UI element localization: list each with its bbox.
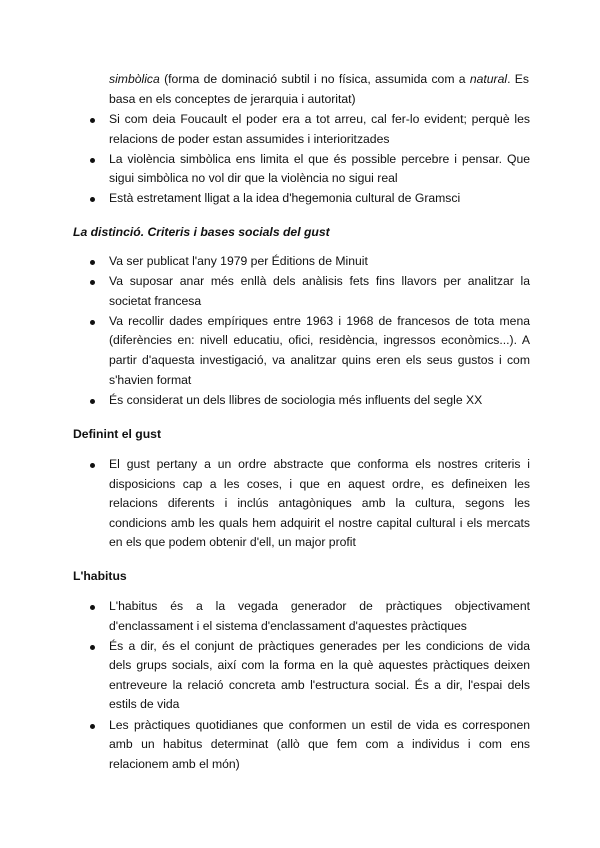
continuation-italic-start: simbòlica <box>109 72 160 86</box>
list-item <box>90 252 530 272</box>
bullet-list-2 <box>90 252 530 410</box>
section-heading-habitus: L'habitus <box>73 569 127 583</box>
continuation-text-end: . Es basa en els conceptes de jerarquia i autoritat) <box>109 72 529 106</box>
list-item-text: Va recollir dades empíriques entre 1963 i 1968 de francesos de tota mena (diferències en: nivell educatiu, ofici, residència, ingressos econòmics...). A partir d'aquesta investigació, va analitzar quins eren els seus gustos i com s'havien format <box>109 313 530 387</box>
bullet-list-3 <box>90 455 530 553</box>
list-item-text: Les pràctiques quotidianes que conformen un estil de vida es corresponen amb un habitus determinat (allò que fem com a individus i com ens relacionem amb el món) <box>109 717 530 771</box>
list-item <box>90 189 530 209</box>
continuation-italic-word: natural <box>469 72 508 86</box>
list-item <box>90 391 530 411</box>
list-item <box>90 597 530 636</box>
list-item-text: Va suposar anar més enllà dels anàlisis fets fins llavors per analitzar la societat francesa <box>109 274 530 308</box>
list-item <box>90 637 530 715</box>
bullet-icon <box>90 280 95 285</box>
section-heading-definint-el-gust: Definint el gust <box>73 427 162 441</box>
list-item <box>90 716 530 775</box>
list-item-text: És considerat un dels llibres de sociologia més influents del segle XX <box>109 392 483 407</box>
continuation-text-mid: (forma de dominació subtil i no física, assumida com a <box>159 72 470 86</box>
bullet-icon <box>90 197 95 202</box>
list-item-text: És a dir, és el conjunt de pràctiques generades per les condicions de vida dels grups socials, així com la forma en la què aquestes pràctiques deixen entreveure la relació concreta amb l'estructura social. És a dir, l'espai dels estils de vida <box>109 638 530 712</box>
bullet-icon <box>90 605 95 610</box>
bullet-icon <box>90 118 95 123</box>
continuation-paragraph <box>109 70 529 109</box>
list-item-text: Si com deia Foucault el poder era a tot arreu, cal fer-lo evident; perquè les relacions de poder estan assumides i interioritzades <box>109 112 530 146</box>
section-heading-la-distincio: La distinció. Criteris i bases socials del gust <box>73 225 330 239</box>
bullet-list-1 <box>90 110 530 209</box>
list-item-text: L'habitus és a la vegada generador de pràctiques objectivament d'enclassament i el sistema d'enclassament d'aquestes pràctiques <box>109 599 530 633</box>
bullet-icon <box>90 260 95 265</box>
bullet-icon <box>90 463 95 468</box>
bullet-icon <box>90 320 95 325</box>
bullet-icon <box>90 645 95 650</box>
list-item-text: Està estretament lligat a la idea d'hegemonia cultural de Gramsci <box>109 191 461 206</box>
bullet-icon <box>90 158 95 163</box>
bullet-icon <box>90 724 95 729</box>
list-item-text: La violència simbòlica ens limita el que és possible percebre i pensar. Que sigui simbòlica no vol dir que la violència no sigui real <box>109 151 530 186</box>
list-item <box>90 272 530 311</box>
bullet-icon <box>90 399 95 404</box>
list-item <box>90 312 530 390</box>
bullet-list-4 <box>90 597 530 774</box>
list-item-text: Va ser publicat l'any 1979 per Éditions de Minuit <box>109 254 368 268</box>
list-item-text: El gust pertany a un ordre abstracte que conforma els nostres criteris i disposicions cap a les coses, i que en aquest ordre, es defineixen les relacions diferents i inclús antagòniques amb la cultura, segons les condicions amb les quals hem adquirit el nostre capital cultural i els mercats en els que podem obtenir d'ell, un major profit <box>109 457 530 550</box>
list-item <box>90 455 530 553</box>
list-item <box>90 150 530 189</box>
list-item <box>90 110 530 149</box>
